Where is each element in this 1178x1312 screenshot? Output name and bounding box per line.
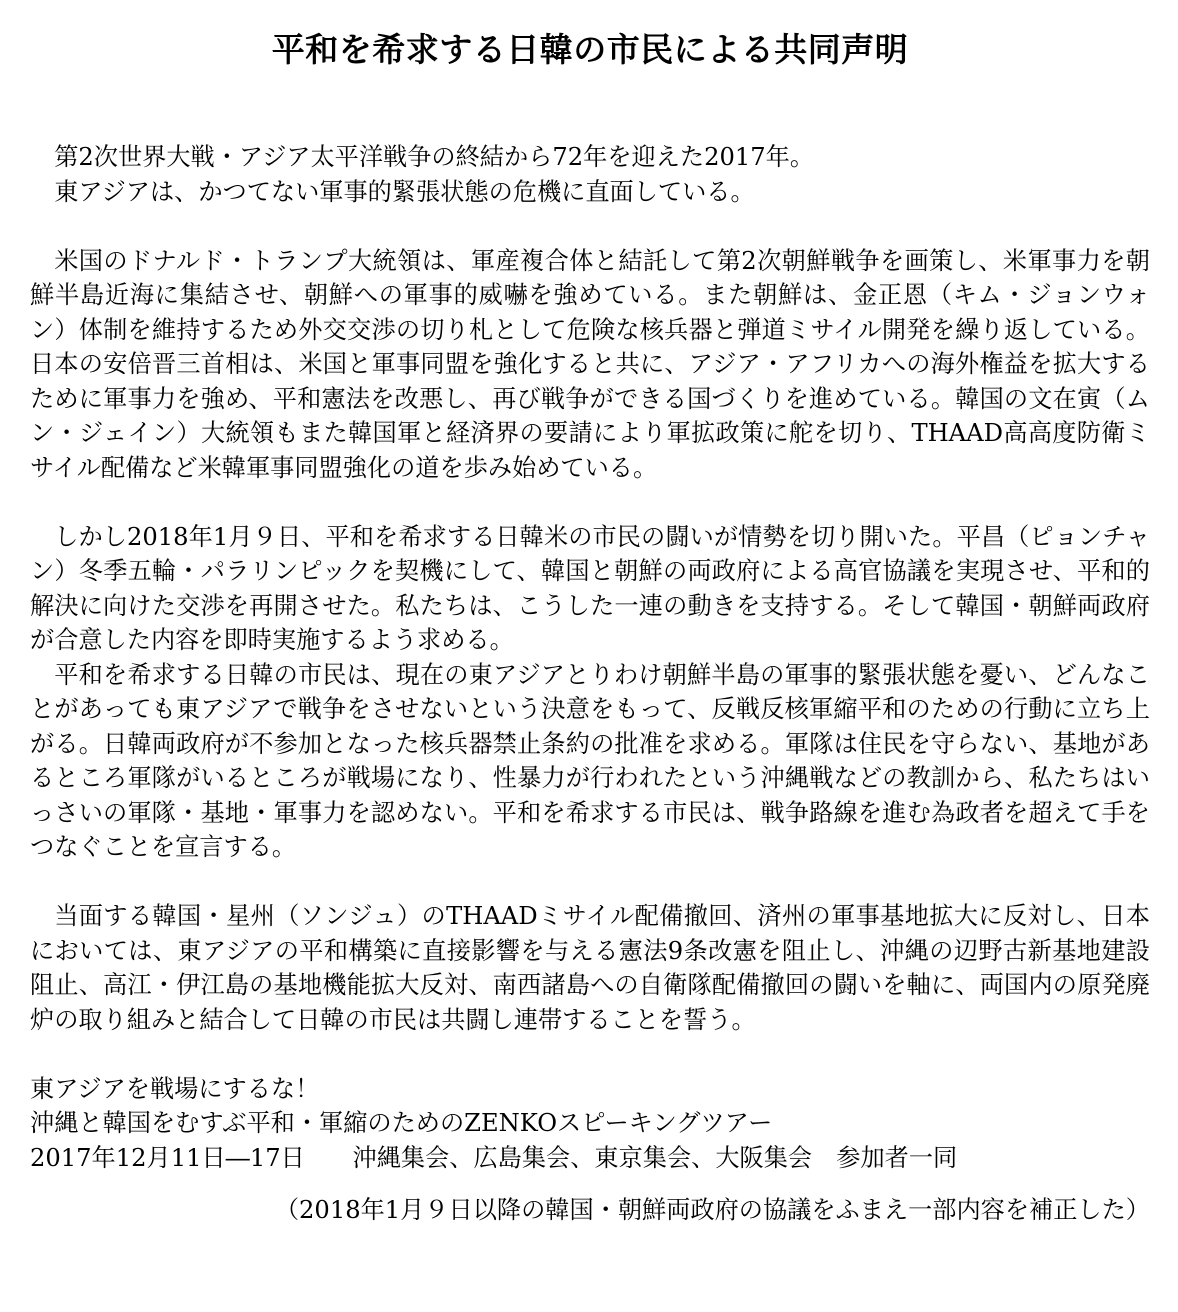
paragraph-gap bbox=[30, 209, 1150, 244]
intro-paragraph-2: 東アジアは、かつてない軍事的緊張状態の危機に直面している。 bbox=[54, 177, 755, 206]
event-participants: 沖縄集会、広島集会、東京集会、大阪集会 参加者一同 bbox=[352, 1143, 958, 1172]
paragraph-gap bbox=[30, 1037, 1150, 1072]
closing-slogan: 東アジアを戦場にするな！ bbox=[30, 1074, 320, 1103]
body-paragraph-us-korea-japan: 米国のドナルド・トランプ大統領は、軍産複合体と結託して第2次朝鮮戦争を画策し、米軍事力を朝鮮半島近海に集結させ、朝鮮への軍事的威嚇を強めている。また朝鮮は、金正恩（キム・ジョンウォン）体制を維持するため外交交渉の切り札として危険な核兵器と弾道ミサイル開発を繰り返している。日本の安倍晋三首相は、米国と軍事同盟を強化すると共に、アジア・アフリカへの海外権益を拡大するために軍事力を強め、平和憲法を改悪し、再び戦争ができる国づくりを進めている。韓国の文在寅（ムン・ジェイン）大統領もまた韓国軍と経済界の要請により軍拡政策に舵を切り、THAAD高高度防衛ミサイル配備など米韓軍事同盟強化の道を歩み始めている。 bbox=[30, 246, 1150, 482]
closing-event-line bbox=[30, 1141, 1150, 1176]
body-paragraph-citizens: 平和を希求する日韓の市民は、現在の東アジアとりわけ朝鮮半島の軍事的緊張状態を憂い、どんなことがあっても東アジアで戦争をさせないという決意をもって、反戦反核軍縮平和のための行動に立ち上がる。日韓両政府が不参加となった核兵器禁止条約の批准を求める。軍隊は住民を守らない、基地があるところ軍隊がいるところが戦場になり、性暴力が行われたという沖縄戦などの教訓から、私たちはいっさいの軍隊・基地・軍事力を認めない。平和を希求する市民は、戦争路線を進む為政者を超えて手をつなぐことを宣言する。 bbox=[30, 660, 1150, 861]
closing-tour-name: 沖縄と韓国をむすぶ平和・軍縮のためのZENKOスピーキングツアー bbox=[30, 1109, 773, 1137]
intro-paragraph-1: 第2次世界大戦・アジア太平洋戦争の終結から72年を迎えた2017年。 bbox=[54, 143, 815, 171]
paragraph-gap bbox=[30, 865, 1150, 900]
event-dates: 2017年12月11日―17日 bbox=[30, 1143, 305, 1172]
document-title: 平和を希求する日韓の市民による共同声明 bbox=[271, 30, 909, 69]
statement-page bbox=[30, 22, 1150, 1228]
paragraph-gap bbox=[30, 485, 1150, 520]
revision-note: （2018年1月９日以降の韓国・朝鮮両政府の協議をふまえ一部内容を補正した） bbox=[274, 1196, 1150, 1224]
body-paragraph-talks: しかし2018年1月９日、平和を希求する日韓米の市民の闘いが情勢を切り開いた。平昌（ピョンチャン）冬季五輪・パラリンピックを契機にして、韓国と朝鮮の両政府による高官協議を実現させ、平和的解決に向けた交渉を再開させた。私たちは、こうした一連の動きを支持する。そして韓国・朝鮮両政府が合意した内容を即時実施するよう求める。 bbox=[30, 522, 1150, 654]
body-paragraph-pledge: 当面する韓国・星州（ソンジュ）のTHAADミサイル配備撤回、済州の軍事基地拡大に反対し、日本においては、東アジアの平和構築に直接影響を与える憲法9条改憲を阻止し、沖縄の辺野古新基地建設阻止、高江・伊江島の基地機能拡大反対、南西諸島への自衛隊配備撤回の闘いを軸に、両国内の原発廃炉の取り組みと結合して日韓の市民は共闘し連帯することを誓う。 bbox=[30, 902, 1150, 1034]
